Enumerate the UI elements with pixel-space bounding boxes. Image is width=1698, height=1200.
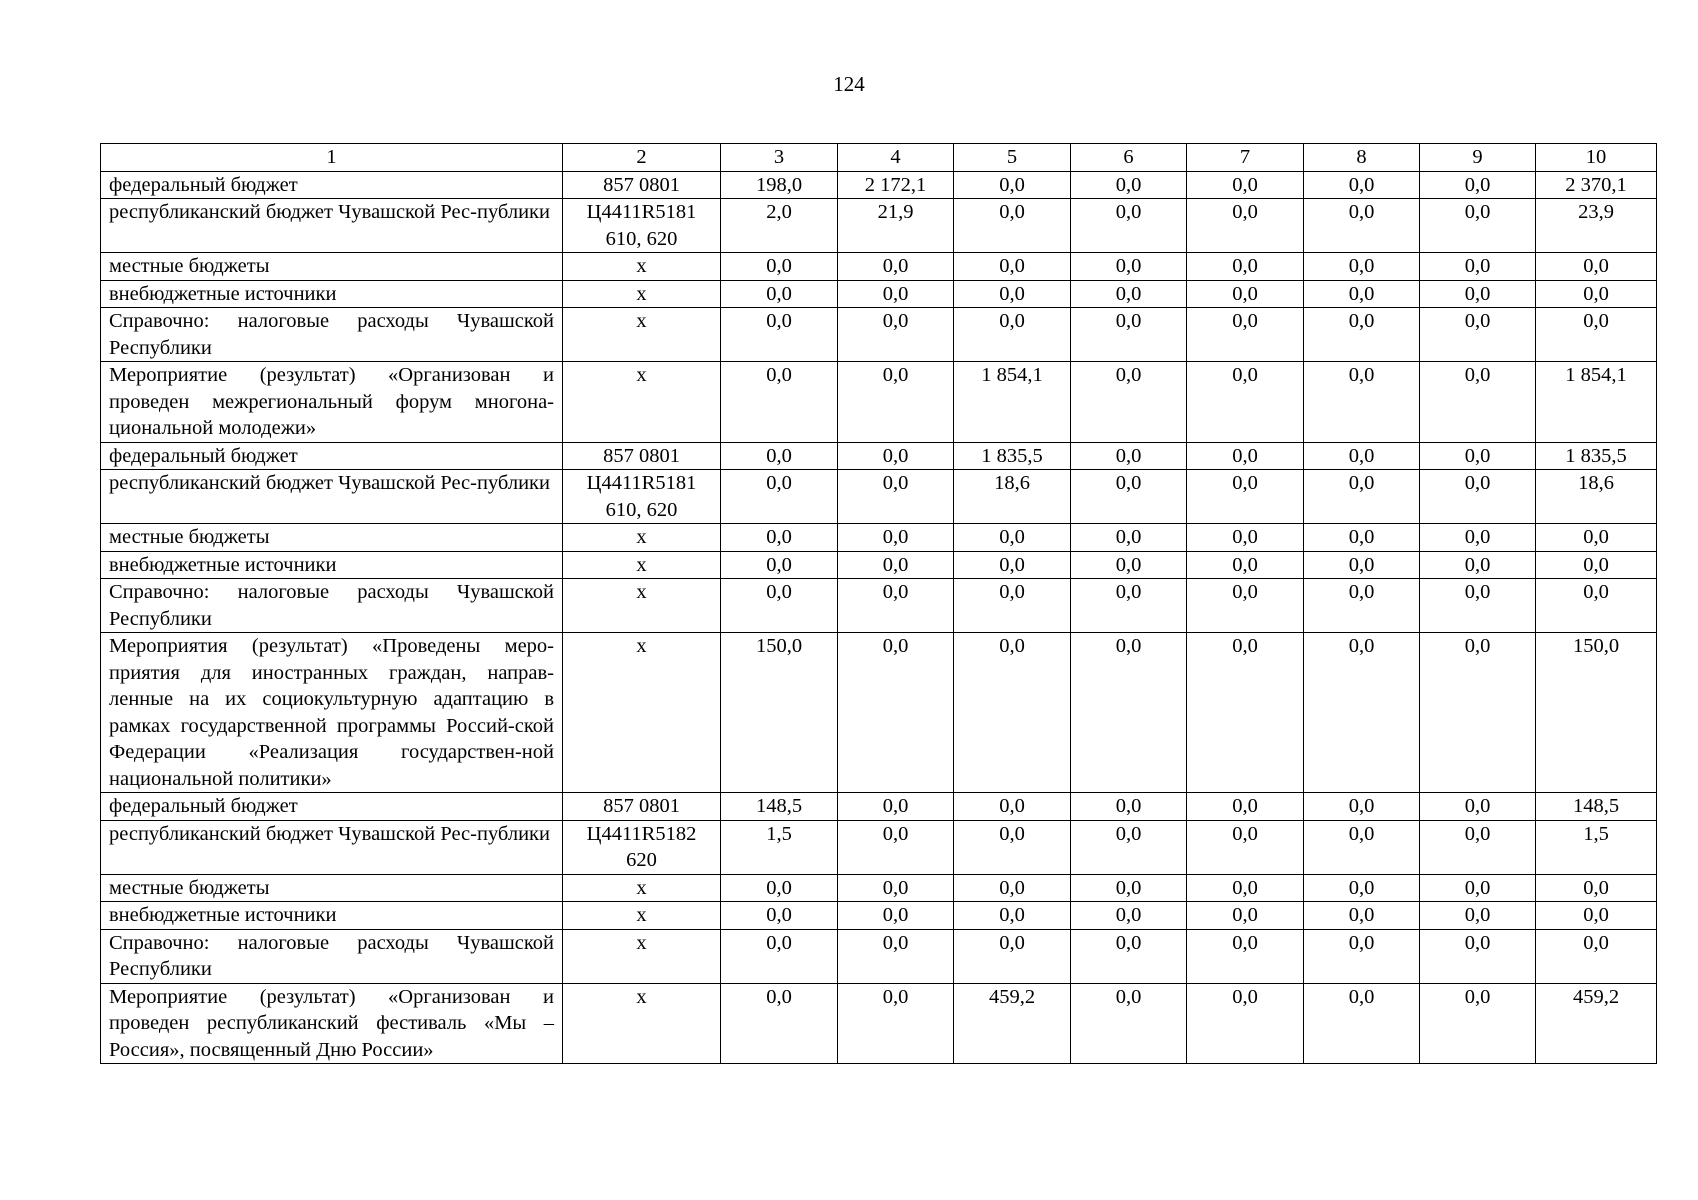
value-cell: 2 370,1 [1536,171,1657,199]
value-cell: 0,0 [1304,199,1420,253]
value-cell: 0,0 [1536,579,1657,633]
value-cell: 0,0 [1187,199,1304,253]
value-cell: 0,0 [1071,362,1187,443]
header-cell: 3 [721,144,838,172]
value-cell: 0,0 [721,524,838,552]
value-cell: 0,0 [1187,524,1304,552]
value-cell: 0,0 [1420,308,1536,362]
value-cell: 0,0 [1304,524,1420,552]
value-cell: 0,0 [954,551,1071,579]
row-name-cell: Справочно: налоговые расходы Чувашской Республики [101,308,563,362]
value-cell: 0,0 [954,579,1071,633]
value-cell: 0,0 [1420,253,1536,281]
value-cell: 0,0 [721,442,838,470]
value-cell: 0,0 [838,524,954,552]
budget-code-cell: Ц4411R5181 610, 620 [563,470,721,524]
value-cell: 0,0 [1304,442,1420,470]
value-cell: 0,0 [1071,551,1187,579]
value-cell: 0,0 [1071,983,1187,1064]
value-cell: 0,0 [1304,171,1420,199]
value-cell: 0,0 [1420,874,1536,902]
value-cell: 0,0 [721,983,838,1064]
header-cell: 4 [838,144,954,172]
value-cell: 0,0 [1304,308,1420,362]
value-cell: 0,0 [1304,551,1420,579]
value-cell: 0,0 [1071,171,1187,199]
value-cell: 0,0 [1187,902,1304,930]
value-cell: 0,0 [1420,199,1536,253]
table-row [101,362,1657,443]
table-row [101,171,1657,199]
value-cell: 0,0 [1420,280,1536,308]
value-cell: 0,0 [1071,929,1187,983]
value-cell: 0,0 [954,308,1071,362]
value-cell: 0,0 [954,902,1071,930]
value-cell: 150,0 [1536,633,1657,793]
value-cell: 0,0 [1071,793,1187,821]
header-cell: 1 [101,144,563,172]
row-name-cell: федеральный бюджет [101,793,563,821]
value-cell: 0,0 [1187,551,1304,579]
table-row [101,470,1657,524]
value-cell: 0,0 [838,308,954,362]
budget-code-cell: x [563,253,721,281]
value-cell: 18,6 [954,470,1071,524]
value-cell: 0,0 [721,280,838,308]
budget-code-cell: Ц4411R5182 620 [563,820,721,874]
header-cell: 5 [954,144,1071,172]
value-cell: 0,0 [838,442,954,470]
value-cell: 0,0 [1071,199,1187,253]
header-cell: 7 [1187,144,1304,172]
value-cell: 0,0 [1304,633,1420,793]
value-cell: 0,0 [838,902,954,930]
value-cell: 0,0 [721,362,838,443]
value-cell: 0,0 [721,874,838,902]
value-cell: 0,0 [1071,524,1187,552]
value-cell: 0,0 [1420,524,1536,552]
value-cell: 0,0 [1187,983,1304,1064]
budget-code-cell: Ц4411R5181 610, 620 [563,199,721,253]
value-cell: 0,0 [1536,902,1657,930]
budget-table [100,143,1657,1064]
budget-code-cell: x [563,874,721,902]
value-cell: 0,0 [721,929,838,983]
table-row [101,902,1657,930]
value-cell: 0,0 [838,470,954,524]
budget-code-cell: x [563,579,721,633]
value-cell: 0,0 [1187,793,1304,821]
value-cell: 1 854,1 [1536,362,1657,443]
value-cell: 0,0 [1420,633,1536,793]
header-cell: 9 [1420,144,1536,172]
value-cell: 0,0 [721,579,838,633]
table-row [101,874,1657,902]
value-cell: 0,0 [1420,362,1536,443]
value-cell: 0,0 [954,199,1071,253]
header-cell: 2 [563,144,721,172]
value-cell: 21,9 [838,199,954,253]
value-cell: 0,0 [1536,551,1657,579]
value-cell: 0,0 [838,793,954,821]
row-name-cell: республиканский бюджет Чувашской Рес-публики [101,199,563,253]
value-cell: 0,0 [1187,579,1304,633]
value-cell: 0,0 [1071,442,1187,470]
value-cell: 0,0 [1187,280,1304,308]
row-name-cell: Мероприятие (результат) «Организован и проведен республиканский фестиваль «Мы – Россия», посвященный Дню России» [101,983,563,1064]
value-cell: 0,0 [721,470,838,524]
row-name-cell: внебюджетные источники [101,902,563,930]
row-name-cell: Мероприятие (результат) «Организован и проведен межрегиональный форум многона-циональной молодежи» [101,362,563,443]
row-name-cell: внебюджетные источники [101,551,563,579]
value-cell: 0,0 [954,280,1071,308]
budget-code-cell: 857 0801 [563,171,721,199]
row-name-cell: Справочно: налоговые расходы Чувашской Республики [101,929,563,983]
value-cell: 0,0 [721,902,838,930]
value-cell: 0,0 [1304,579,1420,633]
value-cell: 0,0 [1071,902,1187,930]
value-cell: 0,0 [1071,308,1187,362]
value-cell: 0,0 [838,253,954,281]
table-row [101,983,1657,1064]
value-cell: 0,0 [1536,524,1657,552]
row-name-cell: федеральный бюджет [101,171,563,199]
value-cell: 0,0 [1304,902,1420,930]
value-cell: 0,0 [1187,253,1304,281]
value-cell: 0,0 [1304,929,1420,983]
value-cell: 0,0 [838,929,954,983]
budget-code-cell: x [563,902,721,930]
value-cell: 0,0 [1536,308,1657,362]
table-row [101,793,1657,821]
header-cell: 10 [1536,144,1657,172]
value-cell: 0,0 [1187,362,1304,443]
value-cell: 0,0 [1304,470,1420,524]
row-name-cell: местные бюджеты [101,253,563,281]
value-cell: 1,5 [1536,820,1657,874]
value-cell: 0,0 [1420,820,1536,874]
value-cell: 0,0 [1420,983,1536,1064]
value-cell: 0,0 [954,253,1071,281]
table-row [101,524,1657,552]
row-name-cell: Мероприятия (результат) «Проведены меро-приятия для иностранных граждан, направ-ленные на их социокультурную адаптацию в рамках государственной программы Россий-ской Федерации «Реализация государствен-ной национальной политики» [101,633,563,793]
value-cell: 0,0 [838,280,954,308]
value-cell: 0,0 [1420,929,1536,983]
budget-code-cell: 857 0801 [563,442,721,470]
value-cell: 0,0 [721,253,838,281]
budget-code-cell: x [563,929,721,983]
table-row [101,579,1657,633]
table-row [101,442,1657,470]
budget-code-cell: x [563,633,721,793]
value-cell: 0,0 [954,929,1071,983]
value-cell: 0,0 [954,524,1071,552]
value-cell: 0,0 [1071,470,1187,524]
value-cell: 0,0 [1304,280,1420,308]
value-cell: 0,0 [721,308,838,362]
value-cell: 0,0 [838,983,954,1064]
value-cell: 0,0 [1071,253,1187,281]
value-cell: 2 172,1 [838,171,954,199]
value-cell: 0,0 [838,579,954,633]
value-cell: 148,5 [1536,793,1657,821]
value-cell: 0,0 [1187,820,1304,874]
value-cell: 0,0 [1187,470,1304,524]
value-cell: 0,0 [1536,874,1657,902]
table-row [101,253,1657,281]
value-cell: 459,2 [954,983,1071,1064]
value-cell: 23,9 [1536,199,1657,253]
value-cell: 0,0 [838,820,954,874]
budget-code-cell: x [563,362,721,443]
row-name-cell: республиканский бюджет Чувашской Рес-публики [101,820,563,874]
table-row [101,199,1657,253]
budget-code-cell: x [563,308,721,362]
value-cell: 0,0 [954,820,1071,874]
budget-code-cell: x [563,524,721,552]
value-cell: 0,0 [838,551,954,579]
value-cell: 0,0 [1420,442,1536,470]
budget-code-cell: x [563,551,721,579]
value-cell: 0,0 [954,171,1071,199]
value-cell: 18,6 [1536,470,1657,524]
row-name-cell: республиканский бюджет Чувашской Рес-публики [101,470,563,524]
value-cell: 150,0 [721,633,838,793]
value-cell: 0,0 [1536,929,1657,983]
value-cell: 0,0 [1187,874,1304,902]
table-row [101,820,1657,874]
table-row [101,280,1657,308]
value-cell: 0,0 [1187,442,1304,470]
value-cell: 0,0 [1304,874,1420,902]
row-name-cell: федеральный бюджет [101,442,563,470]
budget-code-cell: x [563,983,721,1064]
value-cell: 0,0 [1304,820,1420,874]
value-cell: 0,0 [1071,579,1187,633]
value-cell: 0,0 [838,362,954,443]
value-cell: 0,0 [1071,874,1187,902]
value-cell: 0,0 [1420,579,1536,633]
value-cell: 0,0 [1071,280,1187,308]
value-cell: 1 835,5 [1536,442,1657,470]
value-cell: 2,0 [721,199,838,253]
value-cell: 459,2 [1536,983,1657,1064]
value-cell: 0,0 [1420,793,1536,821]
value-cell: 198,0 [721,171,838,199]
value-cell: 0,0 [1071,633,1187,793]
row-name-cell: Справочно: налоговые расходы Чувашской Республики [101,579,563,633]
value-cell: 0,0 [1420,171,1536,199]
value-cell: 0,0 [1304,793,1420,821]
value-cell: 0,0 [954,874,1071,902]
row-name-cell: внебюджетные источники [101,280,563,308]
value-cell: 0,0 [1304,253,1420,281]
value-cell: 1 835,5 [954,442,1071,470]
value-cell: 0,0 [1536,280,1657,308]
value-cell: 0,0 [1187,633,1304,793]
value-cell: 0,0 [1536,253,1657,281]
value-cell: 0,0 [1304,362,1420,443]
value-cell: 1,5 [721,820,838,874]
page-number: 124 [833,72,865,96]
value-cell: 0,0 [1187,171,1304,199]
value-cell: 0,0 [1187,929,1304,983]
budget-code-cell: x [563,280,721,308]
row-name-cell: местные бюджеты [101,874,563,902]
value-cell: 0,0 [1304,983,1420,1064]
value-cell: 0,0 [1187,308,1304,362]
table-row [101,308,1657,362]
header-cell: 6 [1071,144,1187,172]
table-row [101,633,1657,793]
value-cell: 0,0 [721,551,838,579]
value-cell: 0,0 [954,633,1071,793]
value-cell: 0,0 [838,633,954,793]
value-cell: 148,5 [721,793,838,821]
budget-code-cell: 857 0801 [563,793,721,821]
row-name-cell: местные бюджеты [101,524,563,552]
header-cell: 8 [1304,144,1420,172]
table-header-row [101,144,1657,172]
value-cell: 0,0 [1420,551,1536,579]
value-cell: 0,0 [1420,902,1536,930]
table-body [101,144,1657,1064]
table-row [101,929,1657,983]
value-cell: 0,0 [1071,820,1187,874]
value-cell: 1 854,1 [954,362,1071,443]
table-row [101,551,1657,579]
value-cell: 0,0 [954,793,1071,821]
value-cell: 0,0 [1420,470,1536,524]
value-cell: 0,0 [838,874,954,902]
